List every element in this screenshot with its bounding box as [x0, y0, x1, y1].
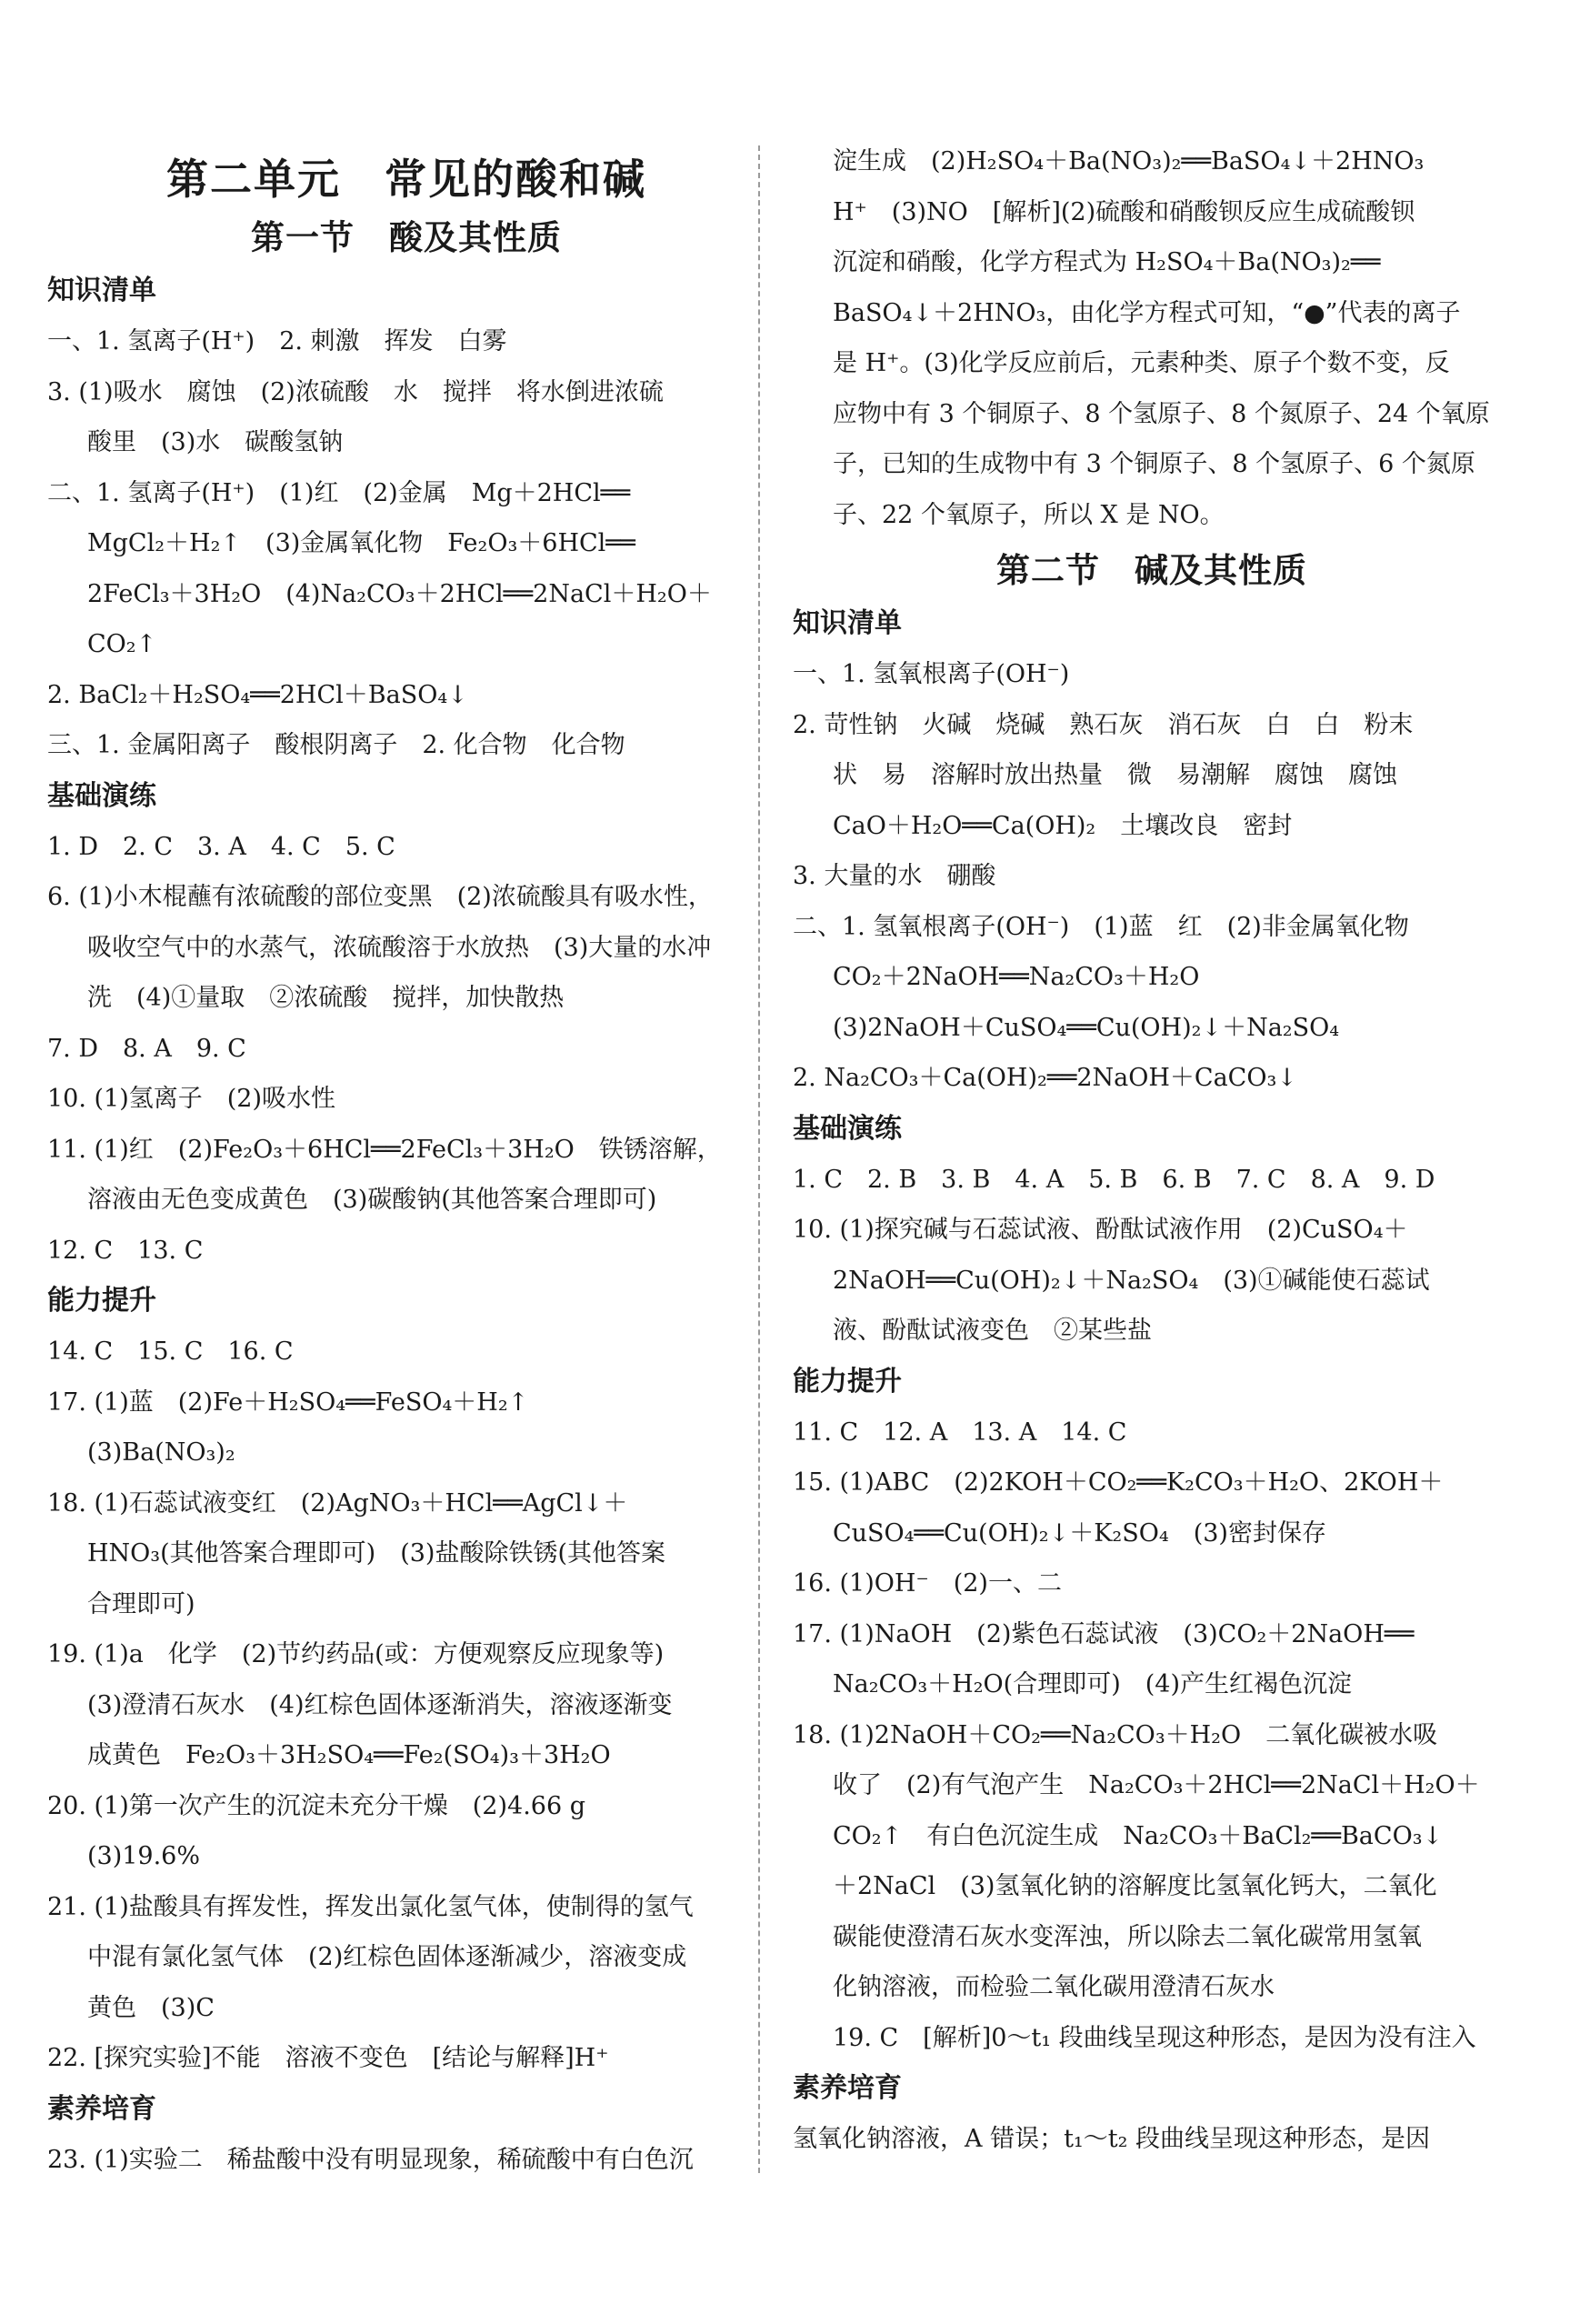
- answer-line: 19. (1)a 化学 (2)节约药品(或：方便观察反应现象等): [47, 1640, 665, 1668]
- answer-line: CO₂＋2NaOH══Na₂CO₃＋H₂O: [833, 963, 1200, 991]
- answer-line: (3)19.6%: [87, 1842, 201, 1870]
- left-column: [47, 136, 765, 2185]
- answer-line: 3. (1)吸水 腐蚀 (2)浓硫酸 水 搅拌 将水倒进浓硫: [47, 377, 664, 406]
- heading-ability-improvement: 能力提升: [47, 1285, 156, 1317]
- answer-line: CO₂↑: [87, 630, 157, 658]
- answer-line: 收了 (2)有气泡产生 Na₂CO₃＋2HCl══2NaCl＋H₂O＋: [833, 1771, 1480, 1799]
- answer-line: 子、22 个氧原子，所以 X 是 NO。: [833, 500, 1225, 529]
- answer-line: 2. Na₂CO₃＋Ca(OH)₂══2NaOH＋CaCO₃↓: [793, 1064, 1297, 1092]
- unit-title: 第二单元 常见的酸和碱: [166, 155, 646, 204]
- answer-line: 沉淀和硝酸，化学方程式为 H₂SO₄＋Ba(NO₃)₂══: [833, 248, 1381, 276]
- answer-line: 一、1. 氢离子(H⁺) 2. 刺激 挥发 白雾: [47, 327, 507, 356]
- heading-basic-practice: 基础演练: [47, 779, 156, 812]
- answer-line: 7. D 8. A 9. C: [47, 1034, 246, 1063]
- answer-line: 1. D 2. C 3. A 4. C 5. C: [47, 832, 395, 861]
- answer-line: 应物中有 3 个铜原子、8 个氢原子、8 个氮原子、24 个氧原: [833, 399, 1490, 428]
- answer-line: 3. 大量的水 硼酸: [793, 862, 996, 890]
- answer-line: 子，已知的生成物中有 3 个铜原子、8 个氢原子、6 个氮原: [833, 450, 1475, 478]
- answer-line: CuSO₄══Cu(OH)₂↓＋K₂SO₄ (3)密封保存: [833, 1518, 1326, 1548]
- answer-line: 状 易 溶解时放出热量 微 易潮解 腐蚀 腐蚀: [833, 761, 1397, 789]
- answer-line: 合理即可): [87, 1589, 195, 1618]
- heading-literacy-cultivation: 素养培育: [793, 2072, 902, 2104]
- answer-line: 2. BaCl₂＋H₂SO₄══2HCl＋BaSO₄↓: [47, 680, 468, 709]
- answer-line: H⁺ (3)NO [解析](2)硫酸和硝酸钡反应生成硫酸钡: [833, 197, 1415, 226]
- heading-knowledge-list: 知识清单: [793, 607, 902, 639]
- answer-line: 17. (1)NaOH (2)紫色石蕊试液 (3)CO₂＋2NaOH══: [793, 1619, 1415, 1648]
- answer-line: ＋2NaCl (3)氢氧化钠的溶解度比氢氧化钙大，二氧化: [833, 1872, 1437, 1900]
- answer-line: 14. C 15. C 16. C: [47, 1337, 294, 1366]
- answer-line: CaO＋H₂O══Ca(OH)₂ 土壤改良 密封: [833, 811, 1293, 840]
- answer-line: 18. (1)石蕊试液变红 (2)AgNO₃＋HCl══AgCl↓＋: [47, 1488, 628, 1518]
- answer-line: 洗 (4)①量取 ②浓硫酸 搅拌，加快散热: [87, 984, 565, 1012]
- answer-line: 液、酚酞试液变色 ②某些盐: [833, 1317, 1152, 1345]
- section-title-bases: 第二节 碱及其性质: [996, 551, 1307, 590]
- answer-line: 1. C 2. B 3. B 4. A 5. B 6. B 7. C 8. A 9. D: [793, 1165, 1435, 1194]
- answer-line: 碳能使澄清石灰水变浑浊，所以除去二氧化碳常用氢氧: [833, 1922, 1422, 1951]
- answer-line: 19. C [解析]0～t₁ 段曲线呈现这种形态，是因为没有注入: [833, 2023, 1476, 2052]
- answer-line: (3)2NaOH＋CuSO₄══Cu(OH)₂↓＋Na₂SO₄: [833, 1013, 1340, 1042]
- answer-line: 黄色 (3)C: [87, 1993, 215, 2022]
- answer-line: 11. C 12. A 13. A 14. C: [793, 1417, 1127, 1447]
- answer-line: 一、1. 氢氧根离子(OH⁻): [793, 660, 1070, 688]
- answer-line: (3)Ba(NO₃)₂: [87, 1438, 235, 1467]
- answer-line: 吸收空气中的水蒸气，浓硫酸溶于水放热 (3)大量的水冲: [87, 933, 712, 962]
- answer-line: 成黄色 Fe₂O₃＋3H₂SO₄══Fe₂(SO₄)₃＋3H₂O: [87, 1741, 611, 1769]
- answer-line: BaSO₄↓＋2HNO₃，由化学方程式可知，“●”代表的离子: [833, 298, 1461, 327]
- answer-line: 6. (1)小木棍蘸有浓硫酸的部位变黑 (2)浓硫酸具有吸水性，: [47, 883, 713, 911]
- answer-line: 15. (1)ABC (2)2KOH＋CO₂══K₂CO₃＋H₂O、2KOH＋: [793, 1468, 1444, 1497]
- answer-line: HNO₃(其他答案合理即可) (3)盐酸除铁锈(其他答案: [87, 1539, 665, 1568]
- answer-line: 11. (1)红 (2)Fe₂O₃＋6HCl══2FeCl₃＋3H₂O 铁锈溶解，: [47, 1135, 722, 1164]
- answer-line: 21. (1)盐酸具有挥发性，挥发出氯化氢气体，使制得的氢气: [47, 1892, 694, 1921]
- answer-line: 二、1. 氢离子(H⁺) (1)红 (2)金属 Mg＋2HCl══: [47, 478, 631, 507]
- answer-line: 中混有氯化氢气体 (2)红棕色固体逐渐减少，溶液变成: [87, 1943, 687, 1971]
- heading-ability-improvement: 能力提升: [793, 1365, 902, 1397]
- answer-line: 溶液由无色变成黄色 (3)碳酸钠(其他答案合理即可): [87, 1186, 657, 1214]
- answer-line: 2FeCl₃＋3H₂O (4)Na₂CO₃＋2HCl══2NaCl＋H₂O＋: [87, 579, 712, 608]
- answer-line: 10. (1)氢离子 (2)吸水性: [47, 1085, 336, 1113]
- answer-line: 22. [探究实验]不能 溶液不变色 [结论与解释]H⁺: [47, 2044, 609, 2072]
- answer-line: 10. (1)探究碱与石蕊试液、酚酞试液作用 (2)CuSO₄＋: [793, 1216, 1408, 1244]
- answer-line: 二、1. 氢氧根离子(OH⁻) (1)蓝 红 (2)非金属氧化物: [793, 912, 1409, 941]
- answer-line: 17. (1)蓝 (2)Fe＋H₂SO₄══FeSO₄＋H₂↑: [47, 1387, 529, 1417]
- answer-line: 18. (1)2NaOH＋CO₂══Na₂CO₃＋H₂O 二氧化碳被水吸: [793, 1720, 1438, 1749]
- heading-basic-practice: 基础演练: [793, 1112, 902, 1145]
- answer-line: 16. (1)OH⁻ (2)一、二: [793, 1569, 1062, 1598]
- section-title-acids: 第一节 酸及其性质: [251, 218, 562, 257]
- answer-line: Na₂CO₃＋H₂O(合理即可) (4)产生红褐色沉淀: [833, 1670, 1352, 1698]
- heading-knowledge-list: 知识清单: [47, 275, 156, 306]
- heading-literacy-cultivation: 素养培育: [47, 2092, 156, 2125]
- answer-line: 是 H⁺。(3)化学反应前后，元素种类、原子个数不变，反: [833, 349, 1450, 377]
- answer-line: 淀生成 (2)H₂SO₄＋Ba(NO₃)₂══BaSO₄↓＋2HNO₃: [833, 147, 1425, 175]
- answer-line: 氢氧化钠溶液，A 错误；t₁～t₂ 段曲线呈现这种形态，是因: [793, 2125, 1431, 2153]
- answer-line: 20. (1)第一次产生的沉淀未充分干燥 (2)4.66 g: [47, 1791, 585, 1820]
- answer-line: CO₂↑ 有白色沉淀生成 Na₂CO₃＋BaCl₂══BaCO₃↓: [833, 1821, 1444, 1850]
- answer-line: 12. C 13. C: [47, 1236, 204, 1265]
- answer-line: 化钠溶液，而检验二氧化碳用澄清石灰水: [833, 1973, 1275, 2001]
- answer-line: 2NaOH══Cu(OH)₂↓＋Na₂SO₄ (3)①碱能使石蕊试: [833, 1266, 1430, 1295]
- right-column: [793, 136, 1511, 2165]
- answer-line: 23. (1)实验二 稀盐酸中没有明显现象，稀硫酸中有白色沉: [47, 2145, 694, 2174]
- answer-line: MgCl₂＋H₂↑ (3)金属氧化物 Fe₂O₃＋6HCl══: [87, 529, 635, 557]
- answer-line: 2. 苛性钠 火碱 烧碱 熟石灰 消石灰 白 白 粉末: [793, 710, 1414, 739]
- answer-line: (3)澄清石灰水 (4)红棕色固体逐渐消失，溶液逐渐变: [87, 1690, 673, 1719]
- answer-line: 三、1. 金属阳离子 酸根阴离子 2. 化合物 化合物: [47, 731, 625, 759]
- answer-line: 酸里 (3)水 碳酸氢钠: [87, 428, 344, 456]
